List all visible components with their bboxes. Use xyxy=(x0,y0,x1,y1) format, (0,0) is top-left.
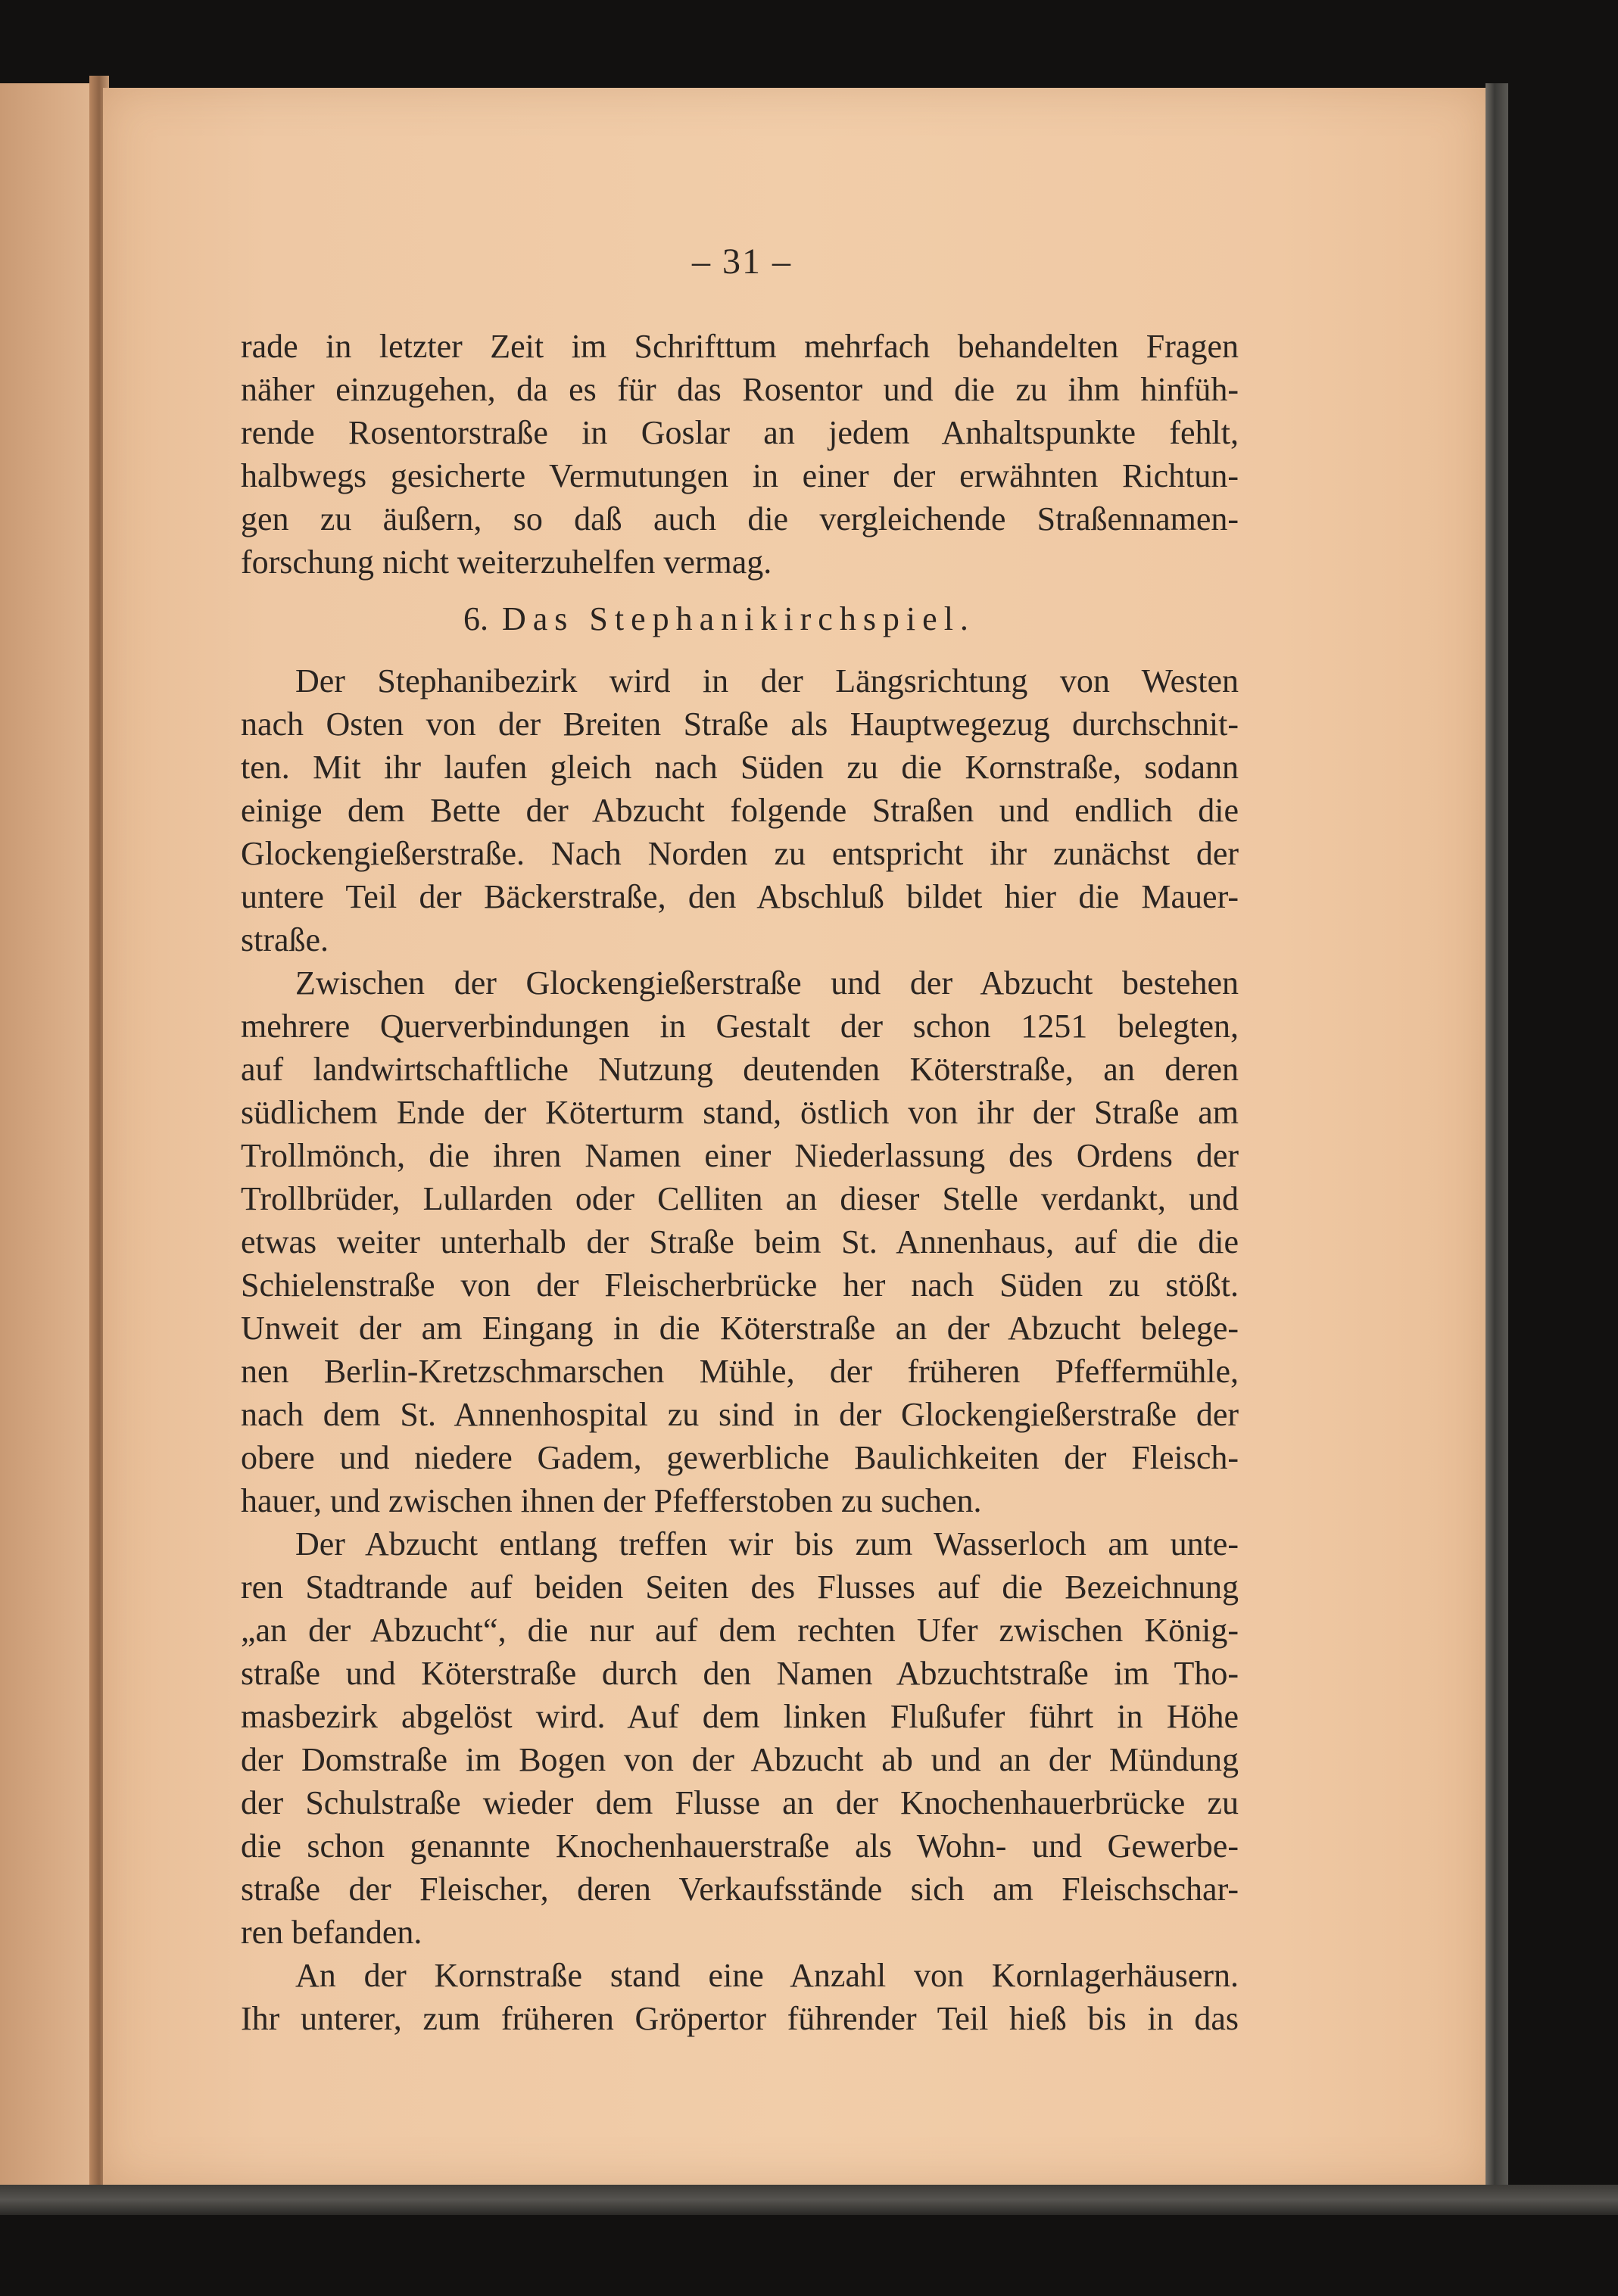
text-line: obere und niedere Gadem, gewerbliche Baulichkeiten der Fleisch- xyxy=(241,1439,1239,1476)
section-heading xyxy=(463,598,1069,640)
text-line: straße und Köterstraße durch den Namen Abzuchtstraße im Tho- xyxy=(241,1655,1239,1692)
page-number: – 31 – xyxy=(692,241,792,282)
text-line: der Schulstraße wieder dem Flusse an der Knochenhauerbrücke zu xyxy=(241,1784,1239,1821)
cover-board-bottom xyxy=(0,2185,1618,2215)
text-line: Zwischen der Glockengießerstraße und der Abzucht bestehen xyxy=(295,964,1239,1002)
text-line: An der Kornstraße stand eine Anzahl von Kornlagerhäusern. xyxy=(295,1957,1239,1994)
text-line: einige dem Bette der Abzucht folgende Straßen und endlich die xyxy=(241,792,1239,829)
text-line: der Domstraße im Bogen von der Abzucht ab und an der Mündung xyxy=(241,1741,1239,1778)
text-line: Unweit der am Eingang in die Köterstraße an der Abzucht belege- xyxy=(241,1310,1239,1347)
text-line: Schielenstraße von der Fleischerbrücke her nach Süden zu stößt. xyxy=(241,1266,1239,1304)
text-line: forschung nicht weiterzuhelfen vermag. xyxy=(241,544,772,581)
text-line: straße der Fleischer, deren Verkaufsstände sich am Fleischschar- xyxy=(241,1871,1239,1908)
text-line: Glockengießerstraße. Nach Norden zu entspricht ihr zunächst der xyxy=(241,835,1239,872)
text-line: mehrere Querverbindungen in Gestalt der schon 1251 belegten, xyxy=(241,1008,1239,1045)
section-title: Das Stephanikirchspiel. xyxy=(502,600,975,637)
text-line: Trollmönch, die ihren Namen einer Niederlassung des Ordens der xyxy=(241,1137,1239,1174)
text-line: ren Stadtrande auf beiden Seiten des Flusses auf die Bezeichnung xyxy=(241,1569,1239,1606)
facing-page-edge xyxy=(0,83,97,2188)
text-line: näher einzugehen, da es für das Rosentor und die zu ihm hinfüh- xyxy=(241,371,1239,408)
text-line: halbwegs gesicherte Vermutungen in einer der erwähnten Richtun- xyxy=(241,457,1239,494)
text-line: Ihr unterer, zum früheren Gröpertor führender Teil hieß bis in das xyxy=(241,2000,1239,2037)
text-line: Der Abzucht entlang treffen wir bis zum Wasserloch am unte- xyxy=(295,1525,1239,1562)
text-line: „an der Abzucht“, die nur auf dem rechten Ufer zwischen König- xyxy=(241,1612,1239,1649)
text-line: ren befanden. xyxy=(241,1914,422,1951)
text-line: auf landwirtschaftliche Nutzung deutenden Köterstraße, an deren xyxy=(241,1051,1239,1088)
text-line: masbezirk abgelöst wird. Auf dem linken Flußufer führt in Höhe xyxy=(241,1698,1239,1735)
section-number: 6. xyxy=(463,600,488,637)
text-line: hauer, und zwischen ihnen der Pfefferstoben zu suchen. xyxy=(241,1482,982,1519)
text-line: Der Stephanibezirk wird in der Längsrichtung von Westen xyxy=(295,662,1239,699)
text-line: die schon genannte Knochenhauerstraße als Wohn- und Gewerbe- xyxy=(241,1827,1239,1865)
text-line: Trollbrüder, Lullarden oder Celliten an dieser Stelle verdankt, und xyxy=(241,1180,1239,1217)
text-line: straße. xyxy=(241,921,329,958)
text-line: nen Berlin-Kretzschmarschen Mühle, der früheren Pfeffermühle, xyxy=(241,1353,1239,1390)
text-line: nach dem St. Annenhospital zu sind in der Glockengießerstraße der xyxy=(241,1396,1239,1433)
text-line: gen zu äußern, so daß auch die vergleichende Straßennamen- xyxy=(241,500,1239,537)
text-line: ten. Mit ihr laufen gleich nach Süden zu die Kornstraße, sodann xyxy=(241,749,1239,786)
text-line: südlichem Ende der Köterturm stand, östlich von ihr der Straße am xyxy=(241,1094,1239,1131)
text-line: nach Osten von der Breiten Straße als Hauptwegezug durchschnit- xyxy=(241,706,1239,743)
cover-board-edge xyxy=(1486,83,1508,2195)
text-line: rade in letzter Zeit im Schrifttum mehrfach behandelten Fragen xyxy=(241,328,1239,365)
text-line: etwas weiter unterhalb der Straße beim St. Annenhaus, auf die die xyxy=(241,1223,1239,1260)
text-line: rende Rosentorstraße in Goslar an jedem Anhaltspunkte fehlt, xyxy=(241,414,1239,451)
text-line: untere Teil der Bäckerstraße, den Abschluß bildet hier die Mauer- xyxy=(241,878,1239,915)
